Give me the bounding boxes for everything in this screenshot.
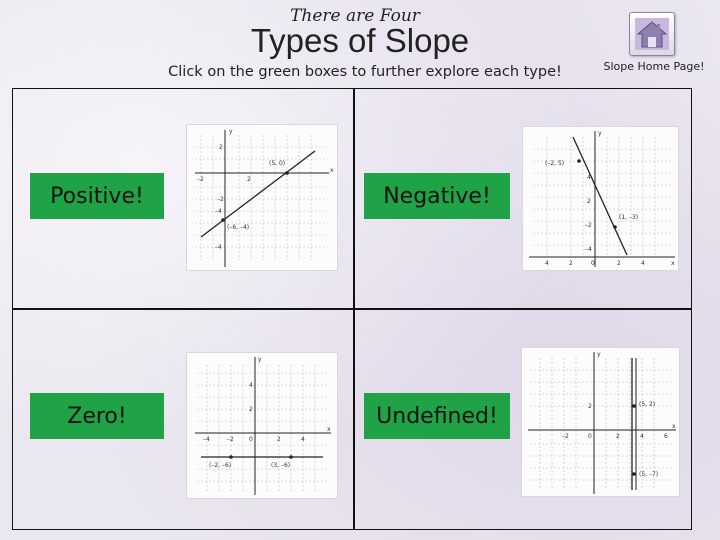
graph-axis-y-label: y (597, 351, 601, 358)
graph-tick-label: 4 (249, 382, 253, 389)
graph-axis-y-label: y (258, 356, 262, 363)
graph-tick-label: 2 (219, 144, 223, 151)
graph-point-label: (5, –7) (639, 471, 659, 478)
graph-point-label: (5, 2) (639, 401, 656, 408)
graph-tick-label: –2 (562, 433, 569, 440)
graph-axis-y-label: y (598, 130, 602, 137)
instructions-text: Click on the green boxes to further explore each type! (168, 64, 562, 80)
home-label: Slope Home Page! (603, 60, 705, 73)
graph-axis-x-label: x (330, 167, 334, 174)
graph-tick-label: –2 (197, 176, 204, 183)
graph-tick-label: 2 (247, 176, 251, 183)
graph-tick-label: –4 (215, 244, 222, 251)
graph-tick-label: 0 (588, 433, 592, 440)
negative-slope-button[interactable]: Negative! (364, 173, 510, 219)
grid-divider-horizontal (12, 308, 692, 310)
graph-tick-label: –2 (227, 436, 234, 443)
graph-tick-label: 2 (569, 260, 573, 267)
graph-point-label: (–2, –6) (209, 462, 232, 469)
graph-tick-label: 4 (545, 260, 549, 267)
zero-slope-graph (186, 352, 338, 499)
pre-title: There are Four (290, 6, 420, 26)
graph-tick-label: 2 (587, 198, 591, 205)
graph-tick-label: 2 (249, 406, 253, 413)
graph-tick-label: –2 (585, 222, 592, 229)
negative-slope-graph (522, 126, 679, 271)
graph-tick-label: 2 (277, 436, 281, 443)
graph-axis-x-label: x (672, 423, 676, 430)
undefined-slope-button[interactable]: Undefined! (364, 393, 510, 439)
graph-tick-label: 4 (641, 260, 645, 267)
graph-tick-label: 4 (301, 436, 305, 443)
graph-point-label: (3, –6) (271, 462, 291, 469)
graph-tick-label: 2 (616, 433, 620, 440)
graph-tick-label: –4 (203, 436, 210, 443)
graph-tick-label: 2 (588, 403, 592, 410)
home-button[interactable] (629, 12, 675, 56)
undefined-slope-graph (521, 347, 680, 497)
graph-tick-label: 0 (249, 436, 253, 443)
house-icon (635, 18, 669, 50)
positive-slope-graph (186, 124, 338, 271)
positive-slope-button[interactable]: Positive! (30, 173, 164, 219)
graph-point-label: (5, 0) (269, 160, 286, 167)
graph-tick-label: 6 (664, 433, 668, 440)
graph-tick-label: –4 (585, 246, 592, 253)
graph-tick-label: 2 (617, 260, 621, 267)
graph-point-label: (1, –3) (619, 214, 639, 221)
graph-axis-y-label: y (229, 128, 233, 135)
graph-axis-x-label: x (327, 426, 331, 433)
graph-axis-x-label: x (671, 260, 675, 267)
graph-tick-label: 4 (587, 174, 591, 181)
zero-slope-button[interactable]: Zero! (30, 393, 164, 439)
graph-point-label: (–2, 5) (545, 160, 565, 167)
graph-tick-label: 0 (591, 260, 595, 267)
graph-tick-label: 4 (640, 433, 644, 440)
graph-tick-label: –2 (217, 196, 224, 203)
graph-point-label: (–6, –4) (227, 224, 250, 231)
page-title: Types of Slope (250, 22, 470, 59)
graph-tick-label: –4 (215, 208, 222, 215)
